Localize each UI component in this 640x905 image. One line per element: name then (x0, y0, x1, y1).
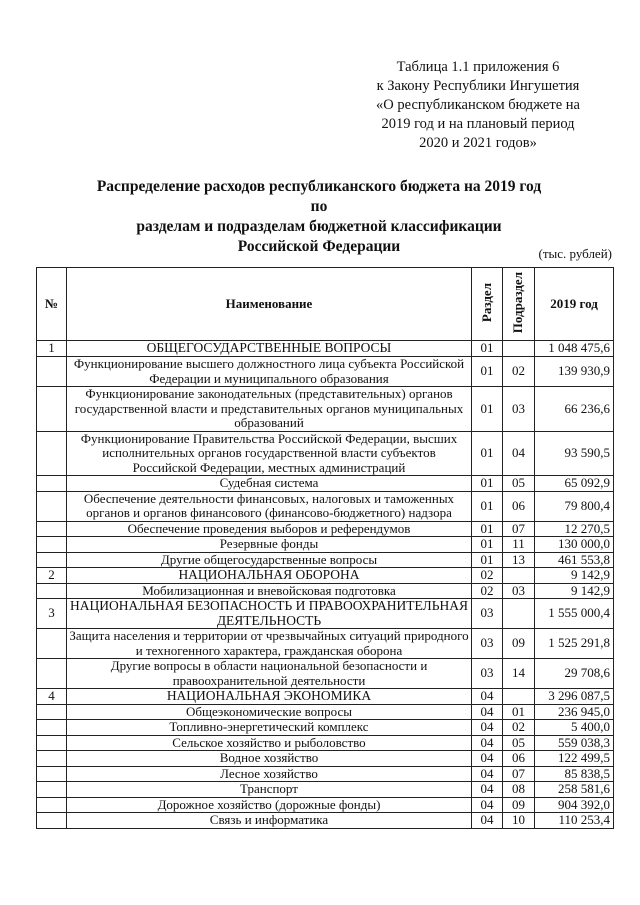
row-name: Судебная система (67, 476, 472, 492)
row-number: 2 (37, 568, 67, 584)
row-name: ОБЩЕГОСУДАРСТВЕННЫЕ ВОПРОСЫ (67, 341, 472, 357)
row-subsection: 01 (503, 704, 535, 720)
appendix-line: 2019 год и на плановый период (381, 116, 575, 132)
row-number (37, 704, 67, 720)
table-row (37, 431, 614, 476)
row-amount: 461 553,8 (535, 552, 614, 568)
table-row (37, 552, 614, 568)
table-row (37, 537, 614, 553)
row-amount: 236 945,0 (535, 704, 614, 720)
row-number (37, 797, 67, 813)
row-name: Водное хозяйство (67, 751, 472, 767)
table-row (37, 689, 614, 705)
row-subsection: 11 (503, 537, 535, 553)
row-number (37, 782, 67, 798)
row-section: 04 (472, 797, 503, 813)
row-section: 01 (472, 387, 503, 432)
header-number: № (37, 268, 67, 341)
row-amount: 9 142,9 (535, 568, 614, 584)
title-line: Российской Федерации (237, 238, 401, 255)
row-amount: 139 930,9 (535, 357, 614, 387)
table-row (37, 599, 614, 629)
row-name: Лесное хозяйство (67, 766, 472, 782)
row-amount: 122 499,5 (535, 751, 614, 767)
header-subsection-label: Подраздел (510, 271, 526, 333)
row-subsection: 09 (503, 797, 535, 813)
row-name: Дорожное хозяйство (дорожные фонды) (67, 797, 472, 813)
appendix-line: Таблица 1.1 приложения 6 (396, 59, 560, 75)
row-amount: 93 590,5 (535, 431, 614, 476)
row-section: 02 (472, 568, 503, 584)
row-section: 04 (472, 735, 503, 751)
header-name: Наименование (67, 268, 472, 341)
row-section: 04 (472, 751, 503, 767)
row-amount: 3 296 087,5 (535, 689, 614, 705)
row-number: 4 (37, 689, 67, 705)
row-subsection: 02 (503, 720, 535, 736)
row-section: 02 (472, 583, 503, 599)
row-name: НАЦИОНАЛЬНАЯ ОБОРОНА (67, 568, 472, 584)
table-row (37, 704, 614, 720)
row-section: 04 (472, 782, 503, 798)
row-name: Функционирование законодательных (представительных) органов государственной власти и представительных органов муниципальных образований (67, 387, 472, 432)
row-number (37, 813, 67, 829)
row-section: 01 (472, 431, 503, 476)
appendix-line: «О республиканском бюджете на (376, 97, 580, 113)
table-row (37, 357, 614, 387)
table-row (37, 720, 614, 736)
row-amount: 559 038,3 (535, 735, 614, 751)
row-subsection: 05 (503, 476, 535, 492)
row-number (37, 720, 67, 736)
row-section: 01 (472, 491, 503, 521)
row-subsection: 06 (503, 491, 535, 521)
row-amount: 66 236,6 (535, 387, 614, 432)
row-number (37, 583, 67, 599)
row-name: Сельское хозяйство и рыболовство (67, 735, 472, 751)
row-subsection (503, 689, 535, 705)
row-number (37, 766, 67, 782)
title-line: разделам и подразделам бюджетной классификации (136, 218, 502, 235)
row-section: 01 (472, 476, 503, 492)
table-row (37, 387, 614, 432)
appendix-line: 2020 и 2021 годов» (419, 135, 537, 151)
row-number: 1 (37, 341, 67, 357)
table-row (37, 476, 614, 492)
row-subsection: 13 (503, 552, 535, 568)
row-name: НАЦИОНАЛЬНАЯ БЕЗОПАСНОСТЬ И ПРАВООХРАНИТЕЛЬНАЯ ДЕЯТЕЛЬНОСТЬ (67, 599, 472, 629)
row-amount: 65 092,9 (535, 476, 614, 492)
row-name: Общеэкономические вопросы (67, 704, 472, 720)
row-name: Обеспечение проведения выборов и референдумов (67, 521, 472, 537)
row-section: 01 (472, 537, 503, 553)
header-section (472, 268, 503, 341)
row-name: Другие общегосударственные вопросы (67, 552, 472, 568)
row-amount: 79 800,4 (535, 491, 614, 521)
budget-table (36, 267, 614, 829)
row-section: 04 (472, 720, 503, 736)
row-name: Обеспечение деятельности финансовых, налоговых и таможенных органов и органов финансового (финансово-бюджетного) надзора (67, 491, 472, 521)
row-amount: 85 838,5 (535, 766, 614, 782)
row-section: 01 (472, 341, 503, 357)
table-row (37, 568, 614, 584)
row-name: Защита населения и территории от чрезвычайных ситуаций природного и техногенного характера, гражданская оборона (67, 629, 472, 659)
appendix-reference (340, 58, 616, 153)
table-row (37, 797, 614, 813)
row-amount: 9 142,9 (535, 583, 614, 599)
table-row (37, 583, 614, 599)
row-number: 3 (37, 599, 67, 629)
row-subsection (503, 341, 535, 357)
table-row (37, 735, 614, 751)
row-subsection: 05 (503, 735, 535, 751)
row-subsection: 03 (503, 387, 535, 432)
row-number (37, 552, 67, 568)
row-number (37, 387, 67, 432)
row-name: Функционирование Правительства Российской Федерации, высших исполнительных органов государственной власти субъектов Российской Федерации, местных администраций (67, 431, 472, 476)
row-section: 04 (472, 766, 503, 782)
row-number (37, 751, 67, 767)
row-subsection: 06 (503, 751, 535, 767)
header-subsection (503, 268, 535, 341)
row-section: 04 (472, 704, 503, 720)
row-number (37, 659, 67, 689)
row-subsection (503, 599, 535, 629)
row-amount: 904 392,0 (535, 797, 614, 813)
table-row (37, 766, 614, 782)
row-name: Топливно-энергетический комплекс (67, 720, 472, 736)
row-subsection (503, 568, 535, 584)
row-subsection: 07 (503, 766, 535, 782)
row-subsection: 14 (503, 659, 535, 689)
appendix-line: к Закону Республики Ингушетия (376, 78, 580, 94)
row-section: 01 (472, 357, 503, 387)
row-amount: 12 270,5 (535, 521, 614, 537)
table-row (37, 659, 614, 689)
table-row (37, 341, 614, 357)
row-section: 03 (472, 629, 503, 659)
row-name: НАЦИОНАЛЬНАЯ ЭКОНОМИКА (67, 689, 472, 705)
table-row (37, 782, 614, 798)
row-number (37, 357, 67, 387)
row-subsection: 07 (503, 521, 535, 537)
table-row (37, 521, 614, 537)
header-section-label: Раздел (478, 282, 494, 322)
row-section: 04 (472, 813, 503, 829)
row-section: 01 (472, 552, 503, 568)
row-number (37, 629, 67, 659)
row-number (37, 735, 67, 751)
row-amount: 5 400,0 (535, 720, 614, 736)
row-amount: 1 555 000,4 (535, 599, 614, 629)
units-label: (тыс. рублей) (538, 246, 612, 261)
row-amount: 1 525 291,8 (535, 629, 614, 659)
row-section: 03 (472, 659, 503, 689)
document-title (96, 177, 542, 257)
table-row (37, 629, 614, 659)
row-subsection: 02 (503, 357, 535, 387)
row-section: 01 (472, 521, 503, 537)
row-subsection: 09 (503, 629, 535, 659)
header-year: 2019 год (535, 268, 614, 341)
row-number (37, 431, 67, 476)
row-subsection: 03 (503, 583, 535, 599)
table-header-row (37, 268, 614, 341)
row-section: 03 (472, 599, 503, 629)
row-name: Транспорт (67, 782, 472, 798)
row-section: 04 (472, 689, 503, 705)
row-amount: 1 048 475,6 (535, 341, 614, 357)
row-subsection: 04 (503, 431, 535, 476)
row-number (37, 537, 67, 553)
row-subsection: 08 (503, 782, 535, 798)
row-amount: 110 253,4 (535, 813, 614, 829)
table-row (37, 491, 614, 521)
row-name: Связь и информатика (67, 813, 472, 829)
table-row (37, 813, 614, 829)
row-number (37, 491, 67, 521)
row-name: Резервные фонды (67, 537, 472, 553)
table-row (37, 751, 614, 767)
row-number (37, 521, 67, 537)
title-line: Распределение расходов республиканского бюджета на 2019 год по (96, 178, 542, 215)
row-name: Мобилизационная и вневойсковая подготовка (67, 583, 472, 599)
row-number (37, 476, 67, 492)
row-name: Другие вопросы в области национальной безопасности и правоохранительной деятельности (67, 659, 472, 689)
row-amount: 258 581,6 (535, 782, 614, 798)
row-amount: 29 708,6 (535, 659, 614, 689)
row-subsection: 10 (503, 813, 535, 829)
row-amount: 130 000,0 (535, 537, 614, 553)
row-name: Функционирование высшего должностного лица субъекта Российской Федерации и муниципального образования (67, 357, 472, 387)
